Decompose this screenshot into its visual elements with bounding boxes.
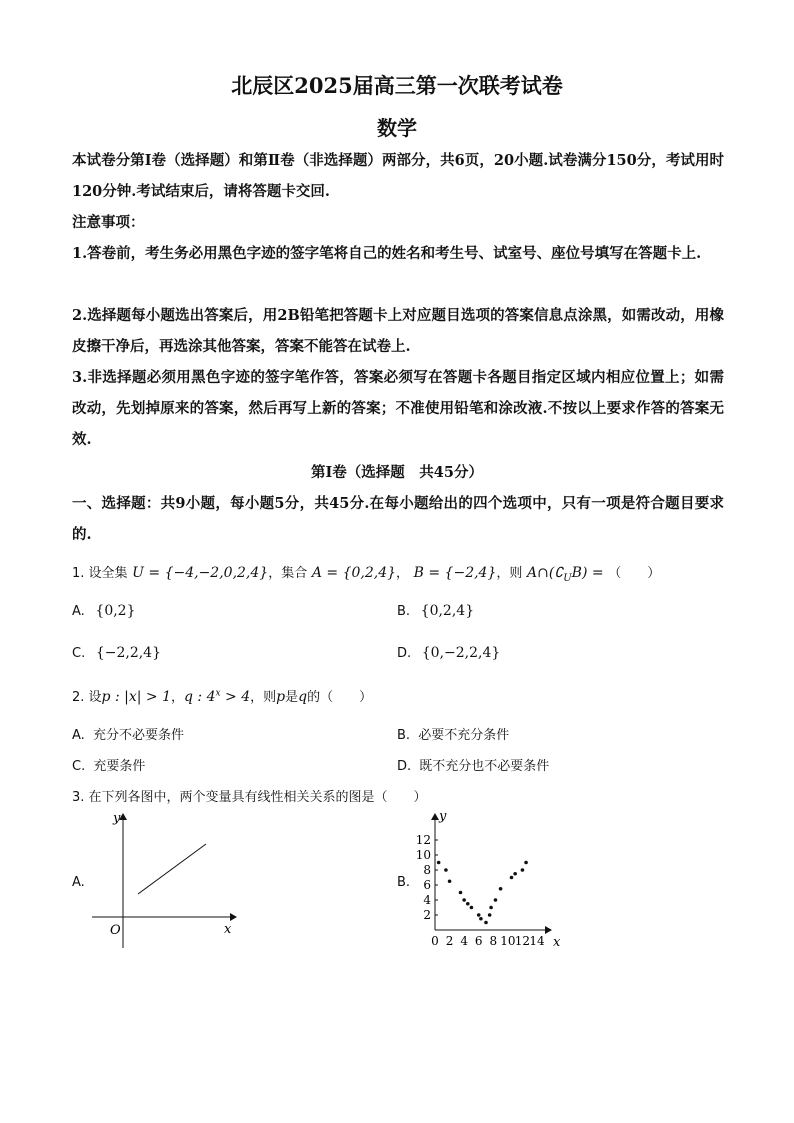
graph-b-point — [479, 917, 483, 921]
question-2-option-a[interactable]: A. 充分不必要条件 — [72, 728, 184, 743]
page-title: 北辰区2025届高三第一次联考试卷 — [231, 73, 563, 98]
question-3-option-a-label[interactable]: A. — [72, 875, 85, 890]
expression: $A\cap(∁_UB)$ = — [527, 565, 604, 584]
graph-b-point — [444, 868, 448, 872]
graph-b-point — [521, 868, 525, 872]
graph-b-point — [462, 898, 466, 902]
graph-b-y-tick-label: 2 — [423, 908, 431, 922]
graph-a-x-label: x — [224, 922, 232, 937]
graph-b-point — [524, 861, 528, 865]
graph-b-y-tick-label: 8 — [423, 863, 431, 877]
question-1-stem: 1. 设全集 U = {−4,−2,0,2,4}，集合 A = {0,2,4}， B = {−2,4}，则 $A\cap(∁_UB)$ = （ ） — [72, 565, 661, 584]
graph-a-line — [138, 844, 206, 894]
intro-paragraph: 本试卷分第Ⅰ卷（选择题）和第Ⅱ卷（非选择题）两部分，共6页，20小题.试卷满分150分，考试用时120分钟.考试结束后，请将答题卡交回. — [72, 152, 724, 200]
graph-a-origin-label: O — [110, 923, 121, 938]
question-3-stem: 3. 在下列各图中，两个变量具有线性相关关系的图是（ ） — [72, 790, 427, 805]
graph-b-y-tick-label: 12 — [415, 833, 431, 847]
graph-a — [86, 806, 246, 956]
question-1-option-d[interactable]: D. {0,−2,2,4} — [397, 645, 501, 661]
set-a: A = {0,2,4} — [311, 565, 397, 581]
graph-b-point — [513, 872, 517, 876]
graph-b-x-tick-label: 0 — [431, 934, 439, 948]
graph-b-y-tick-label: 4 — [423, 893, 431, 907]
graph-b-x-tick-label: 14 — [529, 934, 545, 948]
graph-b-y-label: y — [439, 809, 447, 824]
graph-b-x-tick-label: 6 — [474, 934, 483, 948]
condition-q: q : $4^x > 4$ — [184, 688, 251, 705]
graph-b-point — [437, 861, 441, 865]
graph-b-point — [499, 887, 503, 891]
graph-b-x-tick-label: 2 — [445, 934, 454, 948]
section-title: 第Ⅰ卷（选择题 共45分） — [311, 464, 483, 481]
graph-b-scatter-chart — [410, 806, 570, 956]
question-2-stem: 2. 设p : |x| > 1，q : $4^x > 4$，则p是q的（ ） — [72, 688, 373, 705]
graph-b-point — [466, 902, 470, 906]
graph-b-point — [489, 906, 493, 910]
set-b: B = {−2,4} — [413, 565, 497, 581]
section-instructions: 一、选择题：共9小题，每小题5分，共45分.在每小题给出的四个选项中，只有一项是符合题目要求的. — [72, 495, 724, 543]
graph-b-x-label: x — [553, 935, 561, 950]
subject-title: 数学 — [377, 116, 417, 140]
graph-b-point — [510, 876, 514, 880]
graph-b-point — [459, 891, 463, 895]
graph-b-x-tick-label: 12 — [514, 934, 531, 948]
notice-item-1: 1.答卷前，考生务必用黑色字迹的签字笔将自己的姓名和考生号、试室号、座位号填写在答题卡上. — [72, 245, 702, 262]
graph-b-point — [477, 913, 481, 917]
question-2-option-b[interactable]: B. 必要不充分条件 — [397, 728, 510, 743]
graph-b-x-tick-label: 8 — [489, 934, 498, 948]
graph-b-x-tick-label: 10 — [500, 934, 516, 948]
question-1-option-c[interactable]: C. {−2,2,4} — [72, 645, 161, 661]
graph-b-y-tick-label: 6 — [423, 878, 431, 892]
question-1-option-b[interactable]: B. {0,2,4} — [397, 603, 475, 619]
notice-item-3: 3.非选择题必须用黑色字迹的签字笔作答，答案必须写在答题卡各题目指定区域内相应位置上；如需改动，先划掉原来的答案，然后再写上新的答案；不准使用铅笔和涂改液.不按以上要求作答的答案无效. — [72, 369, 724, 448]
question-2-option-c[interactable]: C. 充要条件 — [72, 759, 146, 774]
question-2-option-d[interactable]: D. 既不充分也不必要条件 — [397, 759, 550, 774]
graph-b-point — [494, 898, 498, 902]
graph-a-y-label: y — [113, 811, 121, 826]
graph-b-point — [484, 921, 488, 925]
set-u: U = {−4,−2,0,2,4} — [132, 565, 269, 581]
notice-item-2: 2.选择题每小题选出答案后，用2B铅笔把答题卡上对应题目选项的答案信息点涂黑，如需改动，用橡皮擦干净后，再选涂其他答案，答案不能答在试卷上. — [72, 307, 724, 355]
graph-b-y-tick-label: 10 — [415, 848, 431, 862]
condition-p: p : |x| > 1 — [101, 689, 171, 705]
graph-b-point — [448, 879, 452, 883]
graph-b-point — [470, 906, 474, 910]
question-3-option-b-label[interactable]: B. — [397, 875, 411, 890]
notice-title: 注意事项： — [72, 214, 145, 231]
graph-b-x-tick-label: 4 — [460, 934, 468, 948]
graph-b-point — [488, 913, 492, 917]
question-1-option-a[interactable]: A. {0,2} — [72, 603, 136, 619]
